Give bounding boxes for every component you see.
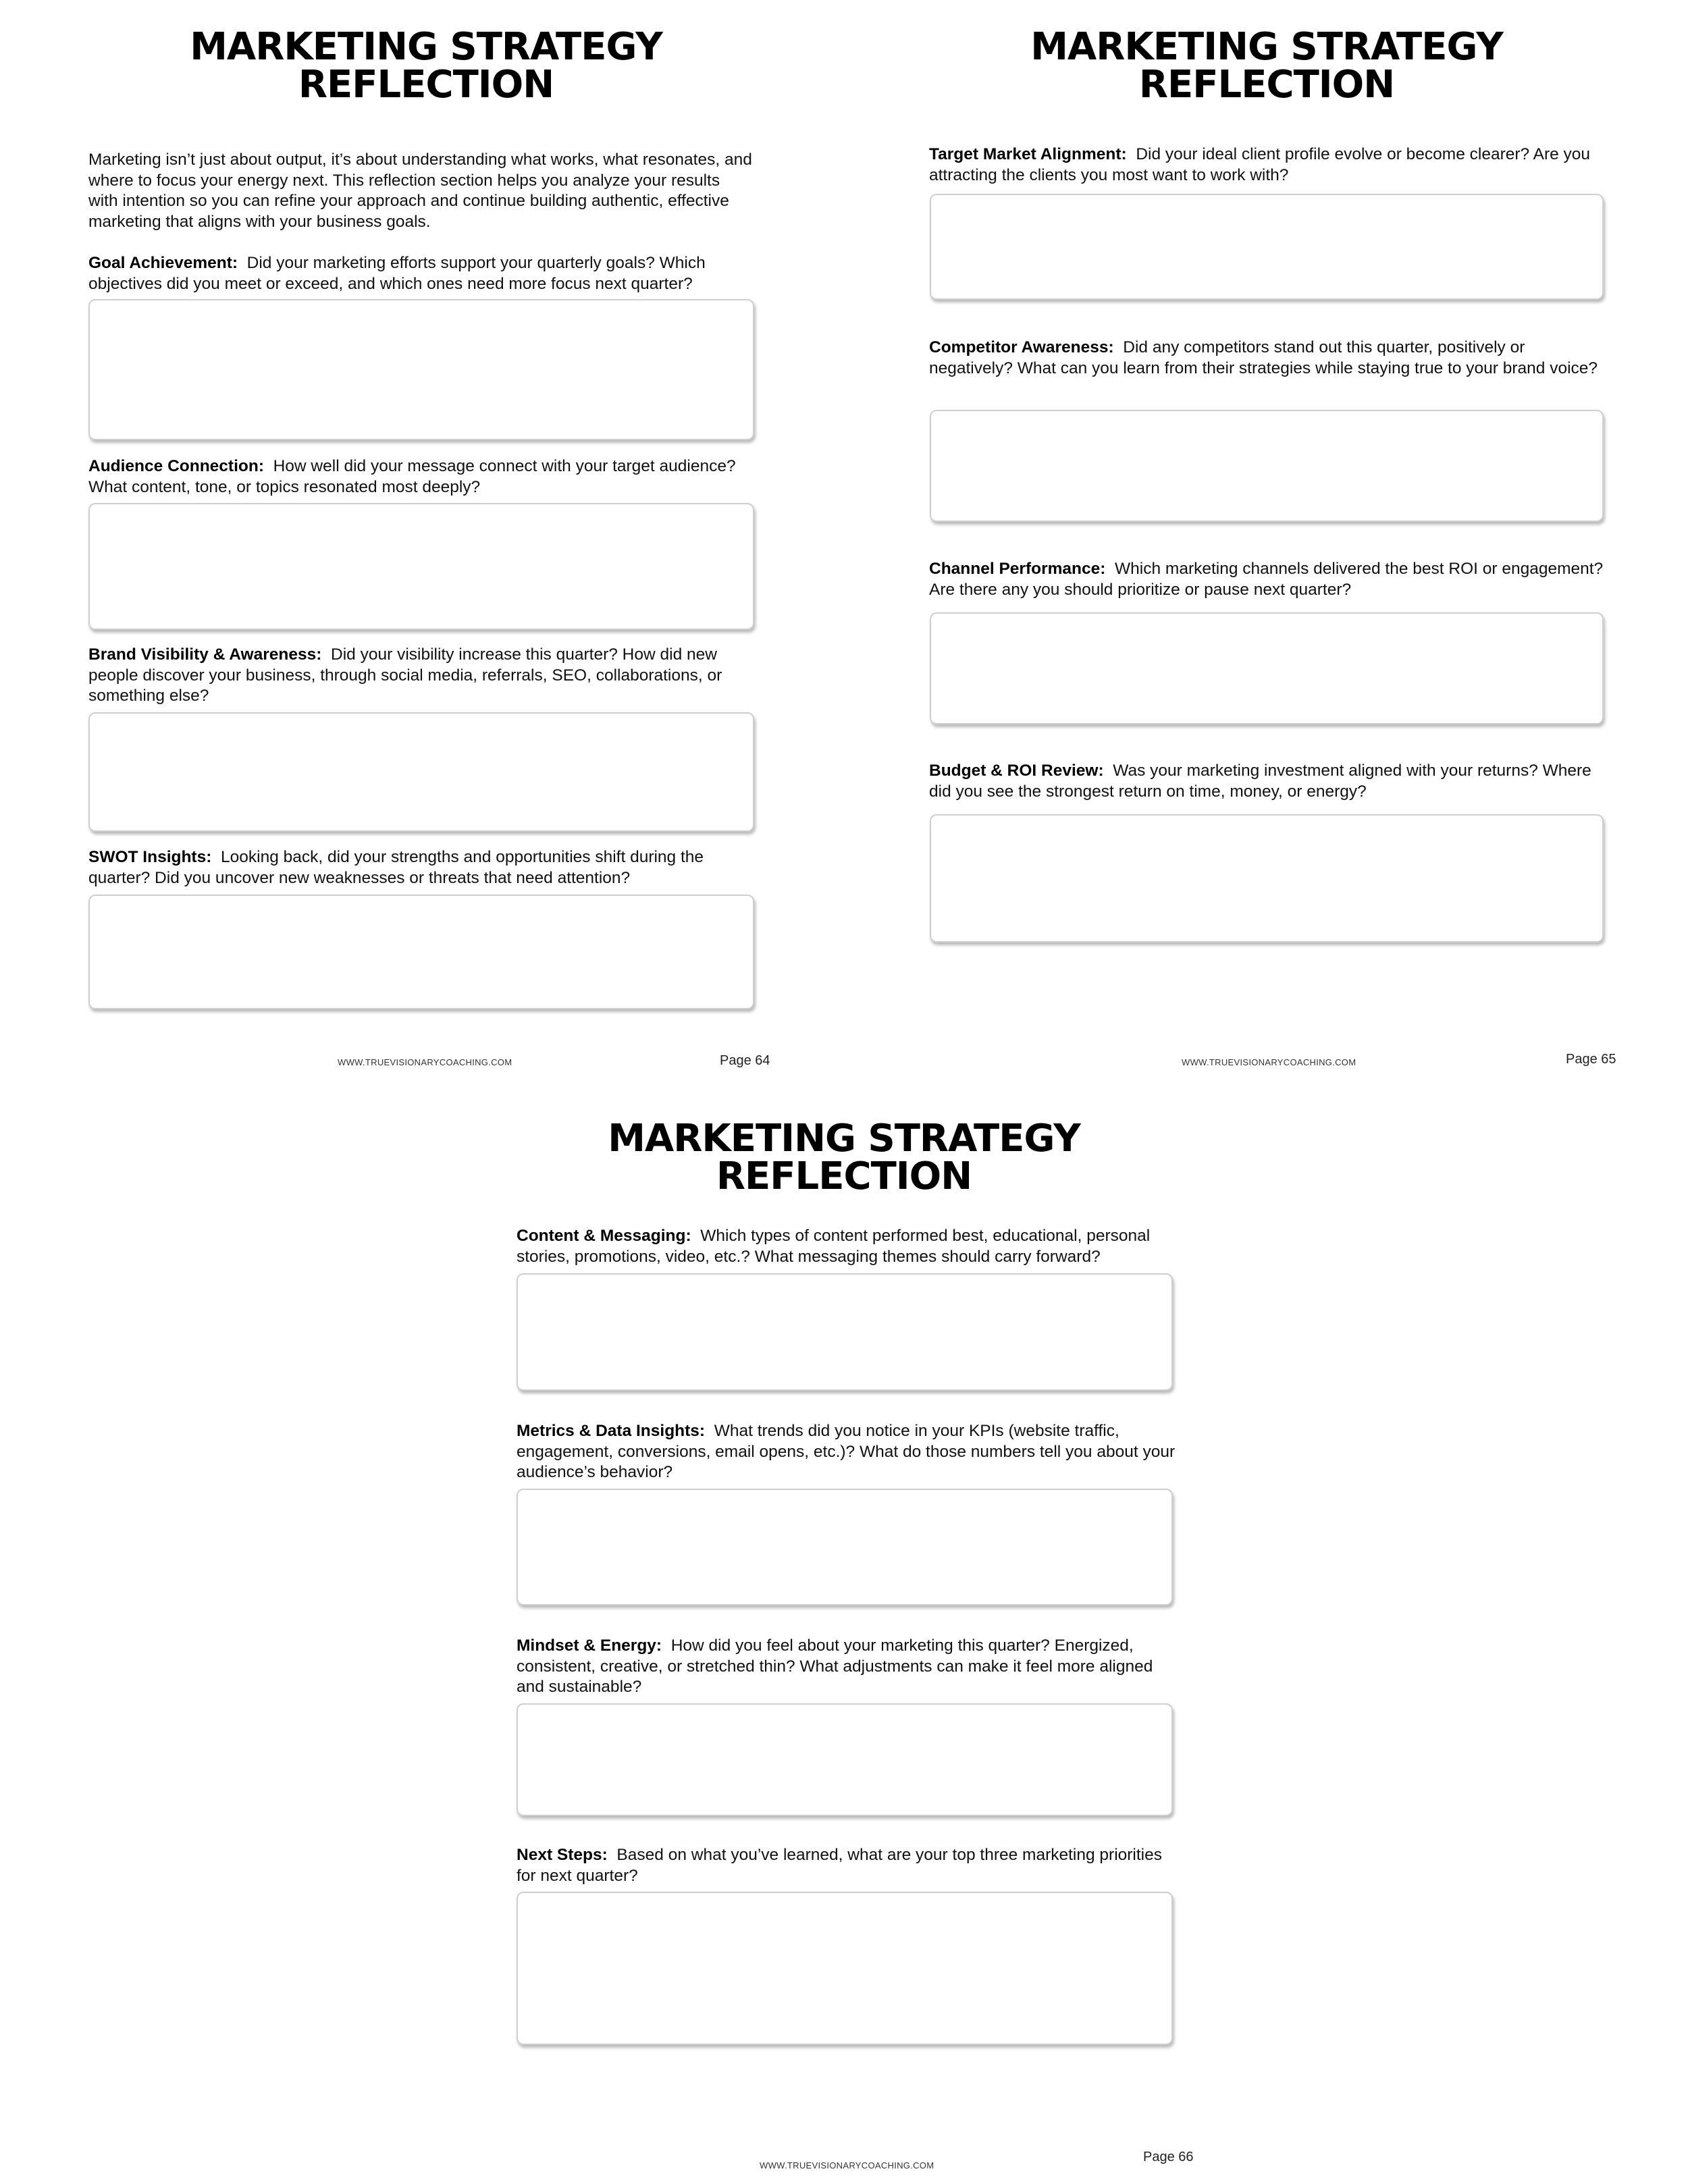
prompt-label: Metrics & Data Insights: bbox=[517, 1422, 706, 1440]
prompt-label: Audience Connection: bbox=[88, 457, 264, 475]
answer-box-next-steps[interactable] bbox=[517, 1892, 1173, 2045]
page-66 bbox=[422, 1092, 1266, 2184]
prompt-text: Did any competitors stand out this quarter, positively or negatively? What can you learn from their strategies while staying true to your brand voice? bbox=[929, 338, 1598, 377]
prompt-label: Content & Messaging: bbox=[517, 1227, 691, 1245]
page-title bbox=[88, 25, 764, 107]
page-number: Page 66 bbox=[1143, 2150, 1194, 2164]
footer-url: WWW.TRUEVISIONARYCOACHING.COM bbox=[1182, 1057, 1356, 1067]
prompt-text: Did your ideal client profile evolve or become clearer? Are you attracting the clients you most want to work with? bbox=[929, 145, 1591, 184]
footer-url: WWW.TRUEVISIONARYCOACHING.COM bbox=[760, 2160, 934, 2170]
footer-url: WWW.TRUEVISIONARYCOACHING.COM bbox=[338, 1057, 512, 1067]
answer-box-mindset-energy[interactable] bbox=[517, 1703, 1173, 1816]
prompt-text: Looking back, did your strengths and opportunities shift during the quarter? Did you uncover new weaknesses or threats that need attention? bbox=[88, 848, 704, 887]
answer-box-budget-roi[interactable] bbox=[930, 814, 1604, 942]
prompt-metrics-data bbox=[517, 1421, 1178, 1483]
prompt-competitor-awareness bbox=[929, 338, 1604, 379]
prompt-label: Budget & ROI Review: bbox=[929, 762, 1104, 780]
page-title-line-2: REFLECTION bbox=[1138, 63, 1395, 107]
prompt-text: Did your marketing efforts support your quarterly goals? Which objectives did you meet or exceed, and which ones need more focus next quarter? bbox=[88, 254, 706, 293]
page-title bbox=[516, 1117, 1172, 1198]
prompt-swot-insights bbox=[88, 847, 754, 888]
prompt-text: What trends did you notice in your KPIs (website traffic, engagement, conversions, email opens, etc.)? What do those numbers tell you about your audience’s behavior? bbox=[517, 1422, 1176, 1481]
page-title-line-1: MARKETING STRATEGY bbox=[1030, 25, 1503, 69]
answer-box-goal-achievement[interactable] bbox=[88, 299, 754, 440]
page-title-line-1: MARKETING STRATEGY bbox=[608, 1117, 1080, 1161]
prompt-goal-achievement bbox=[88, 253, 754, 294]
prompt-text: Which types of content performed best, educational, personal stories, promotions, video, etc.? What messaging themes should carry forward? bbox=[517, 1227, 1151, 1266]
prompt-target-market bbox=[929, 144, 1604, 186]
prompt-text: How well did your message connect with your target audience? What content, tone, or topics resonated most deeply? bbox=[88, 457, 736, 496]
page-number: Page 65 bbox=[1566, 1052, 1616, 1067]
prompt-text: Based on what you’ve learned, what are your top three marketing priorities for next quarter? bbox=[517, 1846, 1163, 1885]
prompt-budget-roi bbox=[929, 761, 1604, 802]
prompt-label: Goal Achievement: bbox=[88, 254, 238, 272]
prompt-text: Which marketing channels delivered the best ROI or engagement? Are there any you should prioritize or pause next quarter? bbox=[929, 560, 1604, 599]
prompt-text: How did you feel about your marketing this quarter? Energized, consistent, creative, or stretched thin? What adjustments can make it feel more aligned and sustainable? bbox=[517, 1636, 1153, 1696]
answer-box-metrics-data[interactable] bbox=[517, 1489, 1173, 1605]
page-number: Page 64 bbox=[720, 1053, 770, 1068]
prompt-next-steps bbox=[517, 1845, 1178, 1886]
page-65 bbox=[844, 0, 1688, 1092]
prompt-audience-connection bbox=[88, 456, 754, 498]
prompt-text: Was your marketing investment aligned with your returns? Where did you see the strongest return on time, money, or energy? bbox=[929, 762, 1591, 801]
page-title-line-1: MARKETING STRATEGY bbox=[190, 25, 662, 69]
answer-box-swot-insights[interactable] bbox=[88, 895, 754, 1009]
answer-box-target-market[interactable] bbox=[930, 194, 1604, 300]
answer-box-content-messaging[interactable] bbox=[517, 1273, 1173, 1391]
prompt-label: Next Steps: bbox=[517, 1846, 608, 1864]
page-title-line-2: REFLECTION bbox=[716, 1154, 972, 1198]
answer-box-channel-performance[interactable] bbox=[930, 612, 1604, 724]
answer-box-brand-visibility[interactable] bbox=[88, 712, 754, 832]
answer-box-audience-connection[interactable] bbox=[88, 503, 754, 630]
prompt-text: Did your visibility increase this quarter? How did new people discover your business, through social media, referrals, SEO, collaborations, or something else? bbox=[88, 645, 722, 705]
prompt-mindset-energy bbox=[517, 1636, 1178, 1698]
prompt-brand-visibility bbox=[88, 645, 754, 707]
page-title-line-2: REFLECTION bbox=[298, 63, 554, 107]
prompt-label: SWOT Insights: bbox=[88, 848, 212, 866]
prompt-content-messaging bbox=[517, 1226, 1178, 1267]
prompt-channel-performance bbox=[929, 559, 1604, 600]
prompt-label: Target Market Alignment: bbox=[929, 145, 1127, 163]
prompt-label: Mindset & Energy: bbox=[517, 1636, 662, 1655]
prompt-label: Competitor Awareness: bbox=[929, 338, 1114, 356]
page-64 bbox=[0, 0, 844, 1092]
answer-box-competitor-awareness[interactable] bbox=[930, 410, 1604, 522]
prompt-label: Channel Performance: bbox=[929, 560, 1106, 578]
intro-paragraph: Marketing isn’t just about output, it’s about understanding what works, what resonates, and where to focus your energy next. This reflection section helps you analyze your results with intention so you can refine your approach and continue building authentic, effective marketing that aligns with your business goals. bbox=[88, 151, 752, 231]
prompt-label: Brand Visibility & Awareness: bbox=[88, 645, 322, 664]
page-title bbox=[929, 25, 1604, 107]
